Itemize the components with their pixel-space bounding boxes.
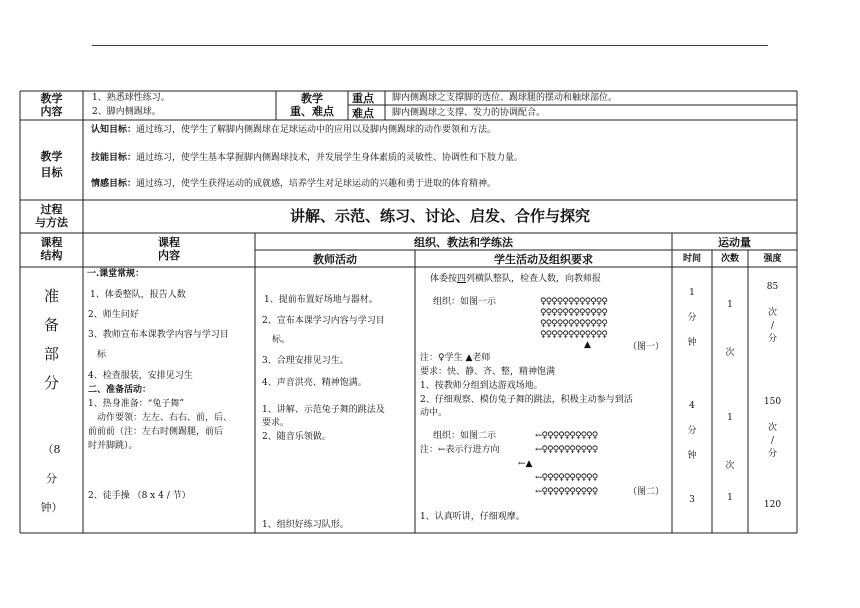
- formation-row: ♀♀♀♀♀♀♀♀♀♀♀♀: [540, 319, 607, 329]
- value-char: 4: [689, 401, 695, 411]
- time-header: 时间: [682, 254, 701, 264]
- goals-label: [20, 149, 83, 181]
- student-line-a: 体委按: [430, 274, 458, 284]
- label-line: 内容: [158, 249, 180, 263]
- label-line: 重、难点: [290, 105, 334, 119]
- student-step: 1、按教师分组到达游戏场地。: [420, 381, 543, 391]
- value-char: 次: [767, 423, 777, 433]
- teacher-dance-line: 1、讲解、示范兔子舞的跳法及: [262, 405, 385, 415]
- label-line: 目标: [40, 165, 63, 179]
- student-step: 2、仔细观察、模仿兔子舞的跳法，积极主动参与到活: [420, 395, 633, 405]
- label-line: 课程: [158, 236, 180, 249]
- prep-activity-title: 二、准备活动：: [88, 385, 152, 395]
- skill-goal-label: 技能目标：: [91, 153, 137, 163]
- label-char: 准: [43, 287, 59, 305]
- value-char: 钟: [687, 338, 697, 348]
- teacher-formation: 1、组织好练习队形。: [262, 520, 349, 530]
- routine-title: 一.课堂常规：: [87, 269, 145, 279]
- key-point-text: 脚内侧踢球之支撑脚的选位、踢球腿的摆动和触球部位。: [392, 93, 618, 103]
- intensity-value-1: [748, 281, 797, 346]
- emotion-goal-text: 通过练习，使学生获得运动的成就感，培养学生对足球运动的兴趣和勇于进取的体育精神。: [136, 179, 497, 189]
- org-figure-1-label: 组织：如图一示: [433, 297, 497, 307]
- formation-row-2: ←♀♀♀♀♀♀♀♀♀♀: [535, 487, 598, 497]
- value-char: 次: [725, 461, 735, 471]
- emotion-goal-label: 情感目标：: [91, 179, 137, 189]
- warmup-line: 时并脚跳）。: [88, 441, 138, 451]
- student-activity-header: 学生活动及组织要求: [494, 253, 593, 266]
- requirement: 要求：快、静、齐、整，精神饱满: [420, 367, 556, 377]
- value-char: 1: [727, 413, 733, 423]
- value-char: 1: [727, 300, 733, 310]
- value-char: 85: [766, 282, 779, 292]
- formation-row-2: ←♀♀♀♀♀♀♀♀♀♀: [535, 473, 598, 483]
- load-header: 运动量: [718, 236, 751, 249]
- skill-goal: [91, 153, 523, 164]
- legend-note-2: 注：←表示行进方向: [420, 445, 500, 455]
- teacher-item: 4、声音洪亮、精神饱满。: [262, 378, 367, 388]
- teacher-item: 2、宣布本课学习内容与学习目: [262, 316, 385, 326]
- teacher-dance-line: 2、随音乐领做。: [262, 432, 331, 442]
- formation-row-2: ←♀♀♀♀♀♀♀♀♀♀: [535, 445, 598, 455]
- value-char: 分: [767, 334, 777, 344]
- label-char: 分: [46, 472, 57, 485]
- student-line-b: 列横队整队，检查人数，向教师报: [466, 274, 602, 284]
- key-point-label: 重点: [352, 92, 374, 105]
- formation-row: ♀♀♀♀♀♀♀♀♀♀♀♀: [540, 330, 607, 340]
- routine-item: 4、检查服装，安排见习生: [88, 371, 193, 381]
- row-count: 四: [457, 274, 467, 284]
- label-char: 部: [43, 345, 59, 363]
- teach-content-label: [20, 92, 83, 118]
- value-char: 分: [687, 426, 697, 436]
- legend-note-1: 注：♀学生 ▲老师: [420, 353, 491, 363]
- intensity-header: 强度: [763, 254, 782, 264]
- prep-part-duration: [20, 435, 83, 522]
- process-text: 讲解、示范、练习、讨论、启发、合作与探究: [289, 207, 590, 225]
- label-line: 与方法: [35, 216, 68, 230]
- value-char: 分: [687, 313, 697, 323]
- value-char: 钟: [687, 451, 697, 461]
- count-value-1: [712, 281, 748, 377]
- teacher-marker-icon: ▲: [584, 340, 591, 350]
- label-line: 内容: [40, 105, 63, 119]
- label-char: 备: [43, 316, 59, 334]
- label-line: 结构: [40, 249, 63, 263]
- time-value-2: [672, 394, 712, 469]
- org-header: 组织、教法和学练法: [414, 236, 513, 249]
- count-header: 次数: [720, 254, 739, 264]
- label-line: 教学: [40, 92, 63, 105]
- value-char: /: [770, 436, 775, 446]
- figure-1-caption: （图一）: [628, 342, 665, 352]
- teacher-item: 标。: [272, 335, 291, 345]
- routine-item: 2、师生问好: [88, 310, 139, 320]
- cognitive-goal-label: 认知目标：: [91, 125, 137, 135]
- process-label: [20, 203, 83, 229]
- exercise-item: 2、徒手操 （8 x 4 / 节）: [88, 491, 191, 501]
- label-char: 钟）: [40, 501, 63, 514]
- warmup-line: 1、热身准备：“兔子舞”: [88, 399, 184, 409]
- cognitive-goal-text: 通过练习，使学生了解脚内侧踢球在足球运动中的应用以及脚内侧踢球的动作要领和方法。: [136, 125, 497, 135]
- intensity-value-3: 120: [763, 500, 782, 510]
- emotion-goal: [91, 179, 496, 190]
- label-line: 教学: [301, 92, 323, 105]
- value-char: /: [770, 321, 775, 331]
- teacher-dance-line: 要求。: [262, 418, 290, 428]
- count-value-2: [712, 394, 748, 490]
- formation-row-2: ←♀♀♀♀♀♀♀♀♀♀: [535, 431, 598, 441]
- warmup-line: 动作要领：左左、右右、前，后、: [97, 413, 233, 423]
- label-line: 课程: [40, 236, 63, 249]
- teacher-activity-header: 教师活动: [313, 253, 357, 266]
- student-line: [430, 274, 601, 285]
- label-char: （8: [42, 443, 61, 456]
- count-value-3: 1: [727, 493, 733, 503]
- teacher-item: 1、提前布置好场地与器材。: [264, 295, 378, 305]
- label-line: 教学: [40, 150, 63, 163]
- value-char: 次: [725, 348, 735, 358]
- teach-content-item: 2、脚内侧踢球。: [92, 107, 161, 117]
- time-value-1: [672, 281, 712, 356]
- formation-teacher-2: ←▲: [518, 459, 533, 469]
- intensity-value-2: [748, 396, 797, 461]
- value-char: 1: [689, 288, 695, 298]
- value-char: 次: [767, 308, 777, 318]
- structure-header: [20, 236, 83, 262]
- difficulty-label: 难点: [352, 107, 374, 120]
- key-diff-label: [276, 92, 348, 118]
- student-step: 动中。: [420, 408, 448, 418]
- value-char: 分: [767, 449, 777, 459]
- value-char: 150: [763, 397, 782, 407]
- warmup-line: 前前前（注：左右时侧踢腿，前后: [88, 427, 224, 437]
- prep-part-label: [20, 282, 83, 398]
- skill-goal-text: 通过练习，使学生基本掌握脚内侧踢球技术，并发展学生身体素质的灵敏性、协调性和下肢力量。: [136, 153, 524, 163]
- content-header: [83, 236, 255, 262]
- teacher-item: 3、合理安排见习生。: [262, 356, 349, 366]
- routine-item: 3、教师宣布本课教学内容与学习目: [88, 330, 229, 340]
- teach-content-item: 1、熟悉球性练习。: [92, 93, 170, 103]
- cognitive-goal: [91, 125, 496, 136]
- time-value-3: 3: [689, 495, 695, 505]
- figure-2-caption: （图二）: [628, 487, 665, 497]
- formation-row: ♀♀♀♀♀♀♀♀♀♀♀♀: [540, 308, 607, 318]
- org-figure-2-label: 组织：如图二示: [433, 431, 497, 441]
- routine-item: 1、体委整队，报告人数: [90, 290, 186, 300]
- label-char: 分: [43, 374, 59, 392]
- routine-item: 标: [97, 350, 107, 360]
- formation-row: ♀♀♀♀♀♀♀♀♀♀♀♀: [540, 297, 607, 307]
- label-line: 过程: [40, 203, 63, 216]
- difficulty-text: 脚内侧踢球之支撑、发力的协调配合。: [392, 108, 546, 118]
- student-step: 1、认真听讲，仔细观摩。: [420, 512, 525, 522]
